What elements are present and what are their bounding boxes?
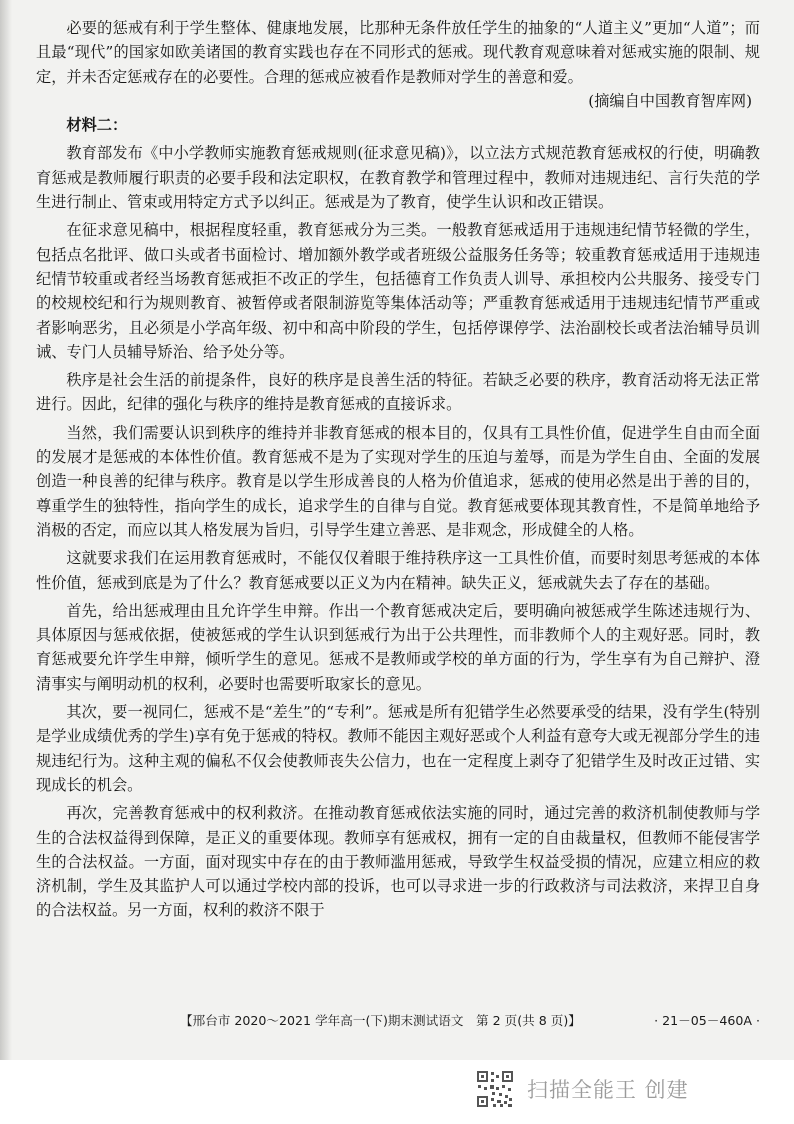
footer-exam-info: 【邢台市 2020～2021 学年高一(下)期末测试语文 第 2 页(共 8 页)】: [180, 1013, 581, 1028]
body-text: [36, 16, 760, 923]
qr-code-icon: [475, 1069, 515, 1109]
paragraph: 当然，我们需要认识到秩序的维持并非教育惩戒的根本目的，仅具有工具性价值，促进学生自由而全面的发展才是惩戒的本体性价值。教育惩戒不是为了实现对学生的压迫与羞辱，而是为学生自由、全面的发展创造一种良善的纪律与秩序。教育是以学生形成善良的人格为价值追求，惩戒的使用必然是出于善的目的，尊重学生的独特性，指向学生的成长，追求学生的自律与自觉。教育惩戒要体现其教育性，不是简单地给予消极的否定，而应以其人格发展为旨归，引导学生建立善恶、是非观念，形成健全的人格。: [36, 423, 760, 539]
paragraph: 这就要求我们在运用教育惩戒时，不能仅仅着眼于维持秩序这一工具性价值，而要时刻思考惩戒的本体性价值，惩戒到底是为了什么？教育惩戒要以正义为内在精神。缺失正义，惩戒就失去了存在的基础。: [36, 549, 760, 592]
paragraph: 再次，完善教育惩戒中的权利救济。在推动教育惩戒依法实施的同时，通过完善的救济机制使教师与学生的合法权益得到保障，是正义的重要体现。教师享有惩戒权，拥有一定的自由裁量权，但教师不能侵害学生的合法权益。一方面，面对现实中存在的由于教师滥用惩戒，导致学生权益受损的情况，应建立相应的救济机制，学生及其监护人可以通过学校内部的投诉，也可以寻求进一步的行政救济与司法救济，来捍卫自身的合法权益。另一方面，权利的救济不限于: [36, 804, 760, 920]
paragraph: 其次，要一视同仁，惩戒不是“差生”的“专利”。惩戒是所有犯错学生必然要承受的结果，没有学生(特别是学业成绩优秀的学生)享有免于惩戒的特权。教师不能因主观好恶或个人利益有意夸大或无视部分学生的违规违纪行为。这种主观的偏私不仅会使教师丧失公信力，也在一定程度上剥夺了犯错学生及时改正过错、实现成长的机会。: [36, 703, 760, 794]
paragraph: 在征求意见稿中，根据程度轻重，教育惩戒分为三类。一般教育惩戒适用于违规违纪情节轻微的学生，包括点名批评、做口头或者书面检讨、增加额外教学或者班级公益服务任务等；较重教育惩戒适用于违规违纪情节较重或者经当场教育惩戒拒不改正的学生，包括德育工作负责人训导、承担校内公共服务、接受专门的校规校纪和行为规则教育、被暂停或者限制游览等集体活动等；严重教育惩戒适用于违规违纪情节严重或者影响恶劣，且必须是小学高年级、初中和高中阶段的学生，包括停课停学、法治副校长或者法治辅导员训诫、专门人员辅导矫治、给予处分等。: [36, 221, 760, 361]
source-note: (摘编自中国教育智库网): [588, 91, 752, 110]
page-footer: [180, 1010, 760, 1032]
material-heading: 材料二：: [66, 116, 128, 135]
scanner-brand-text: 扫描全能王 创建: [527, 1078, 689, 1102]
scanner-watermark: [475, 1067, 775, 1111]
footer-code: · 21－05－460A ·: [654, 1013, 760, 1028]
paragraph: 必要的惩戒有利于学生整体、健康地发展，比那种无条件放任学生的抽象的“人道主义”更加“人道”；而且最“现代”的国家如欧美诸国的教育实践也存在不同形式的惩戒。现代教育观意味着对惩戒实施的限制、规定，并未否定惩戒存在的必要性。合理的惩戒应被看作是教师对学生的善意和爱。: [36, 19, 760, 86]
paragraph: 秩序是社会生活的前提条件，良好的秩序是良善生活的特征。若缺乏必要的秩序，教育活动将无法正常进行。因此，纪律的强化与秩序的维持是教育惩戒的直接诉求。: [36, 371, 760, 414]
paragraph: 首先，给出惩戒理由且允许学生申辩。作出一个教育惩戒决定后，要明确向被惩戒学生陈述违规行为、具体原因与惩戒依据，使被惩戒的学生认识到惩戒行为出于公共理性，而非教师个人的主观好恶。同时，教育惩戒要允许学生申辩，倾听学生的意见。惩戒不是教师或学校的单方面的行为，学生享有为自己辩护、澄清事实与阐明动机的权利，必要时也需要听取家长的意见。: [36, 601, 760, 693]
paragraph: 教育部发布《中小学教师实施教育惩戒规则(征求意见稿)》，以立法方式规范教育惩戒权的行使，明确教育惩戒是教师履行职责的必要手段和法定职权，在教育教学和管理过程中，教师对违规违纪、言行失范的学生进行制止、管束或用特定方式予以纠正。惩戒是为了教育，使学生认识和改正错误。: [36, 144, 760, 212]
